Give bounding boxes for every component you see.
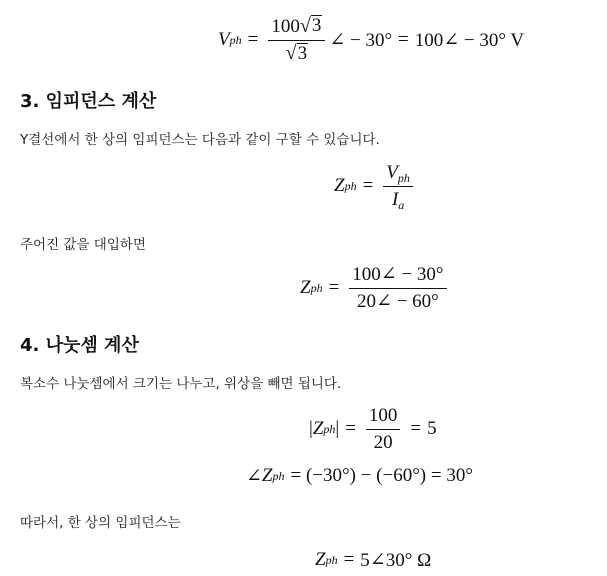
- angle-symbol: ∠: [246, 465, 262, 487]
- section-3-text-1: Y결선에서 한 상의 임피던스는 다음과 같이 구할 수 있습니다.: [20, 132, 380, 148]
- denominator: 20: [373, 431, 393, 453]
- section-4-text-1: 복소수 나눗셈에서 크기는 나누고, 위상을 빼면 됩니다.: [20, 376, 342, 392]
- var-v: V: [218, 29, 230, 50]
- section-3-text-2: 주어진 값을 대입하면: [20, 237, 146, 253]
- var-v: V: [386, 161, 398, 183]
- equals-sign: =: [410, 418, 422, 439]
- numerator-coefficient: 100: [271, 15, 300, 37]
- section-4-heading: 4. 나눗셈 계산: [20, 335, 139, 356]
- phase-voltage-equation: V ph = 100 √ 3 √ 3 ∠ − 30° = 100∠ − 30° V: [218, 14, 525, 65]
- final-impedance-equation: Z ph = 5∠30° Ω: [315, 549, 432, 571]
- numerator: [268, 15, 325, 41]
- sub-a: a: [398, 197, 405, 212]
- numerator: [383, 162, 413, 187]
- var-i: I: [391, 188, 399, 210]
- equals-sign: =: [343, 549, 355, 570]
- radicand: 3: [311, 14, 322, 36]
- var-z: Z: [312, 418, 324, 439]
- abs-bar: |: [309, 418, 313, 439]
- sqrt: √ 3: [299, 14, 322, 37]
- equals-sign: =: [362, 175, 374, 196]
- angle-term: ∠ − 30°: [329, 29, 393, 51]
- equals-sign: =: [398, 29, 409, 50]
- radicand: 3: [297, 42, 308, 64]
- result: 5: [427, 418, 437, 439]
- equals-sign: =: [345, 418, 356, 439]
- result: 5∠30° Ω: [360, 549, 432, 571]
- var-z: Z: [261, 465, 273, 486]
- fraction: [383, 162, 413, 211]
- numerator: 100: [366, 405, 401, 430]
- equals-sign: =: [247, 29, 259, 50]
- fraction: [366, 405, 401, 454]
- var-z: Z: [300, 277, 311, 298]
- sub-ph: ph: [397, 170, 410, 185]
- fraction: [268, 15, 325, 66]
- denominator: [389, 187, 407, 211]
- fraction: [349, 264, 446, 313]
- angle-rhs: = (−30°) − (−60°) = 30°: [290, 465, 473, 486]
- numerator: 100∠ − 30°: [349, 264, 446, 289]
- result: 100∠ − 30° V: [414, 29, 525, 51]
- var-z: Z: [334, 175, 345, 196]
- impedance-substitution: Z ph = $\frac{100\angle - 30^\circ}{20\angle - 60^\circ}$: [300, 264, 451, 312]
- magnitude-equation: | Z ph | = $\frac{100}{20}$ = 5: [309, 404, 437, 453]
- section-3-heading: 3. 임피던스 계산: [20, 91, 157, 112]
- impedance-formula: Z ph = $\frac{V_{ph}}{I_a}$: [334, 162, 417, 210]
- var-z: Z: [315, 549, 326, 570]
- abs-bar: |: [335, 418, 340, 439]
- section-4-text-2: 따라서, 한 상의 임피던스는: [20, 515, 181, 531]
- sqrt: √ 3: [285, 42, 308, 65]
- denominator: [283, 41, 311, 66]
- denominator: 20∠ − 60°: [357, 290, 439, 312]
- equals-sign: =: [328, 277, 340, 298]
- angle-equation: ∠ Z ph = (−30°) − (−60°) = 30°: [246, 465, 473, 487]
